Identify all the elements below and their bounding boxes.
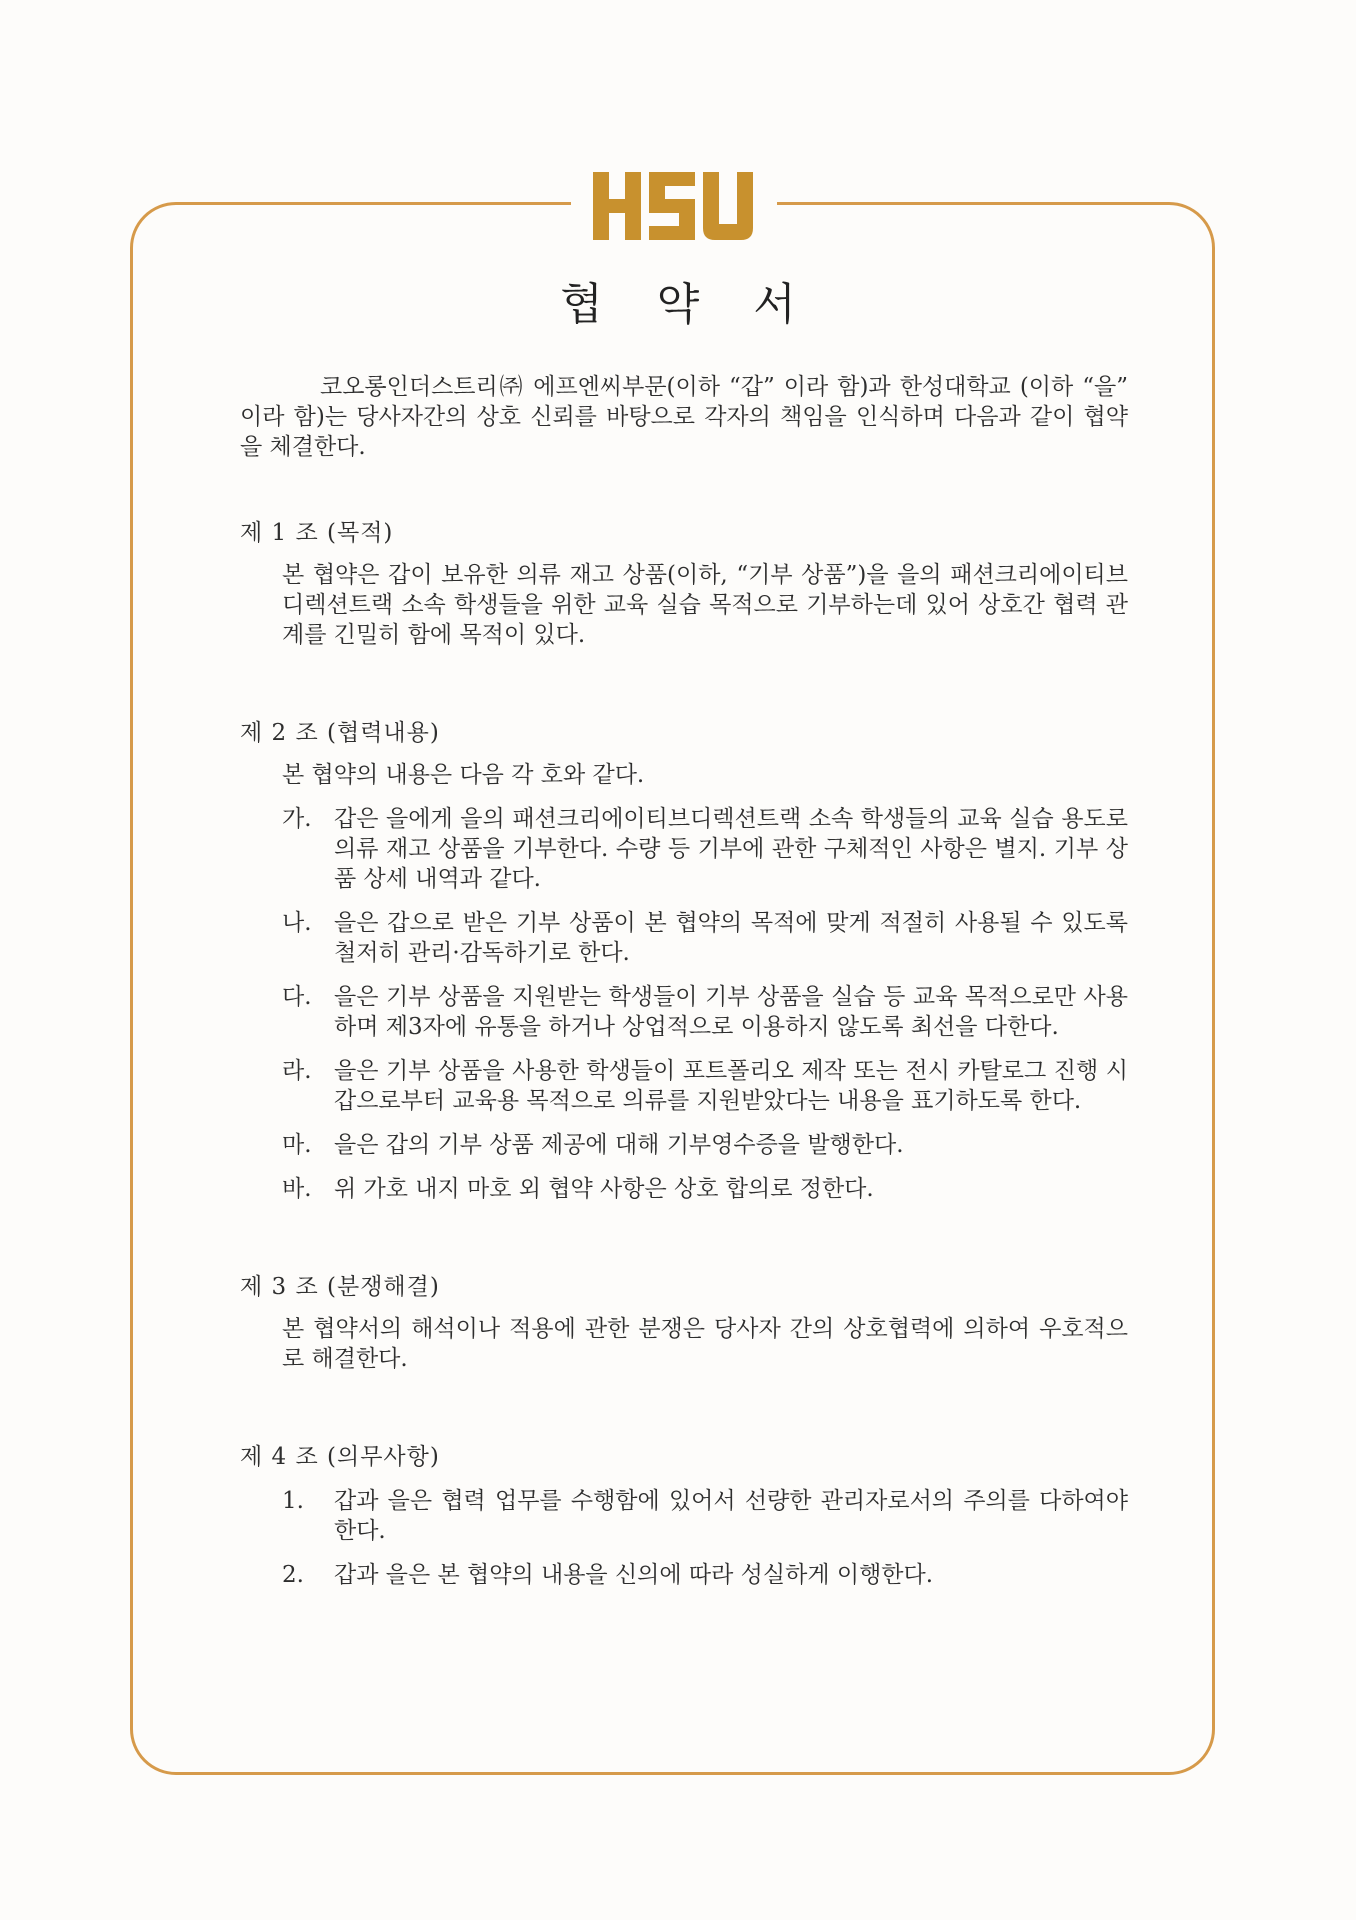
hsu-logo (571, 160, 777, 252)
intro-paragraph: 코오롱인더스트리㈜ 에프엔씨부문(이하 “갑” 이라 함)과 한성대학교 (이하 “을” 이라 함)는 당사자간의 상호 신뢰를 바탕으로 각자의 책임을 인식하며 다음과 같이 협약을 체결한다. (240, 374, 1128, 460)
list-item (282, 982, 1128, 1042)
item-text: 갑과 을은 협력 업무를 수행함에 있어서 선량한 관리자로서의 주의를 다하여야 한다. (334, 1488, 1128, 1544)
article-1 (240, 518, 1128, 650)
list-item (282, 1174, 1128, 1204)
document-body (240, 372, 1128, 1590)
article-body: 본 협약은 갑이 보유한 의류 재고 상품(이하, “기부 상품”)을 을의 패션크리에이티브디렉션트랙 소속 학생들을 위한 교육 실습 목적으로 기부하는데 있어 상호간 협력 관계를 긴밀히 함에 목적이 있다. (282, 562, 1128, 648)
item-marker: 다. (282, 984, 312, 1010)
item-marker: 2. (282, 1562, 304, 1588)
item-marker: 나. (282, 910, 312, 936)
article-3 (240, 1272, 1128, 1374)
item-marker: 바. (282, 1176, 312, 1202)
item-text: 을은 갑의 기부 상품 제공에 대해 기부영수증을 발행한다. (334, 1132, 904, 1158)
article-lead: 본 협약의 내용은 다음 각 호와 같다. (282, 762, 645, 788)
article-heading: 제 4 조 (의무사항) (240, 1444, 440, 1470)
document-title: 협 약 서 (560, 279, 816, 330)
hsu-logo-mark (591, 168, 757, 244)
list-item (282, 804, 1128, 894)
item-text: 갑과 을은 본 협약의 내용을 신의에 따라 성실하게 이행한다. (334, 1562, 934, 1588)
list-item (282, 908, 1128, 968)
item-marker: 라. (282, 1058, 312, 1084)
item-text: 을은 갑으로 받은 기부 상품이 본 협약의 목적에 맞게 적절히 사용될 수 있도록 철저히 관리·감독하기로 한다. (334, 910, 1128, 966)
list-item (282, 1560, 1128, 1590)
article-4 (240, 1442, 1128, 1590)
item-text: 위 가호 내지 마호 외 협약 사항은 상호 합의로 정한다. (334, 1176, 874, 1202)
item-marker: 마. (282, 1132, 312, 1158)
list-item (282, 1056, 1128, 1116)
article-heading: 제 3 조 (분쟁해결) (240, 1274, 440, 1300)
article-heading: 제 1 조 (목적) (240, 520, 394, 546)
article-heading: 제 2 조 (협력내용) (240, 720, 440, 746)
article-body: 본 협약서의 해석이나 적용에 관한 분쟁은 당사자 간의 상호협력에 의하여 우호적으로 해결한다. (282, 1316, 1128, 1372)
item-marker: 1. (282, 1488, 304, 1514)
item-text: 을은 기부 상품을 사용한 학생들이 포트폴리오 제작 또는 전시 카탈로그 진행 시 갑으로부터 교육용 목적으로 의류를 지원받았다는 내용을 표기하도록 한다. (334, 1058, 1128, 1114)
item-text: 갑은 을에게 을의 패션크리에이티브디렉션트랙 소속 학생들의 교육 실습 용도로 의류 재고 상품을 기부한다. 수량 등 기부에 관한 구체적인 사항은 별지. 기부 상품 상세 내역과 같다. (334, 806, 1128, 892)
item-text: 을은 기부 상품을 지원받는 학생들이 기부 상품을 실습 등 교육 목적으로만 사용하며 제3자에 유통을 하거나 상업적으로 이용하지 않도록 최선을 다한다. (334, 984, 1128, 1040)
item-marker: 가. (282, 806, 312, 832)
article-2 (240, 718, 1128, 1204)
list-item (282, 1130, 1128, 1160)
list-item (282, 1486, 1128, 1546)
